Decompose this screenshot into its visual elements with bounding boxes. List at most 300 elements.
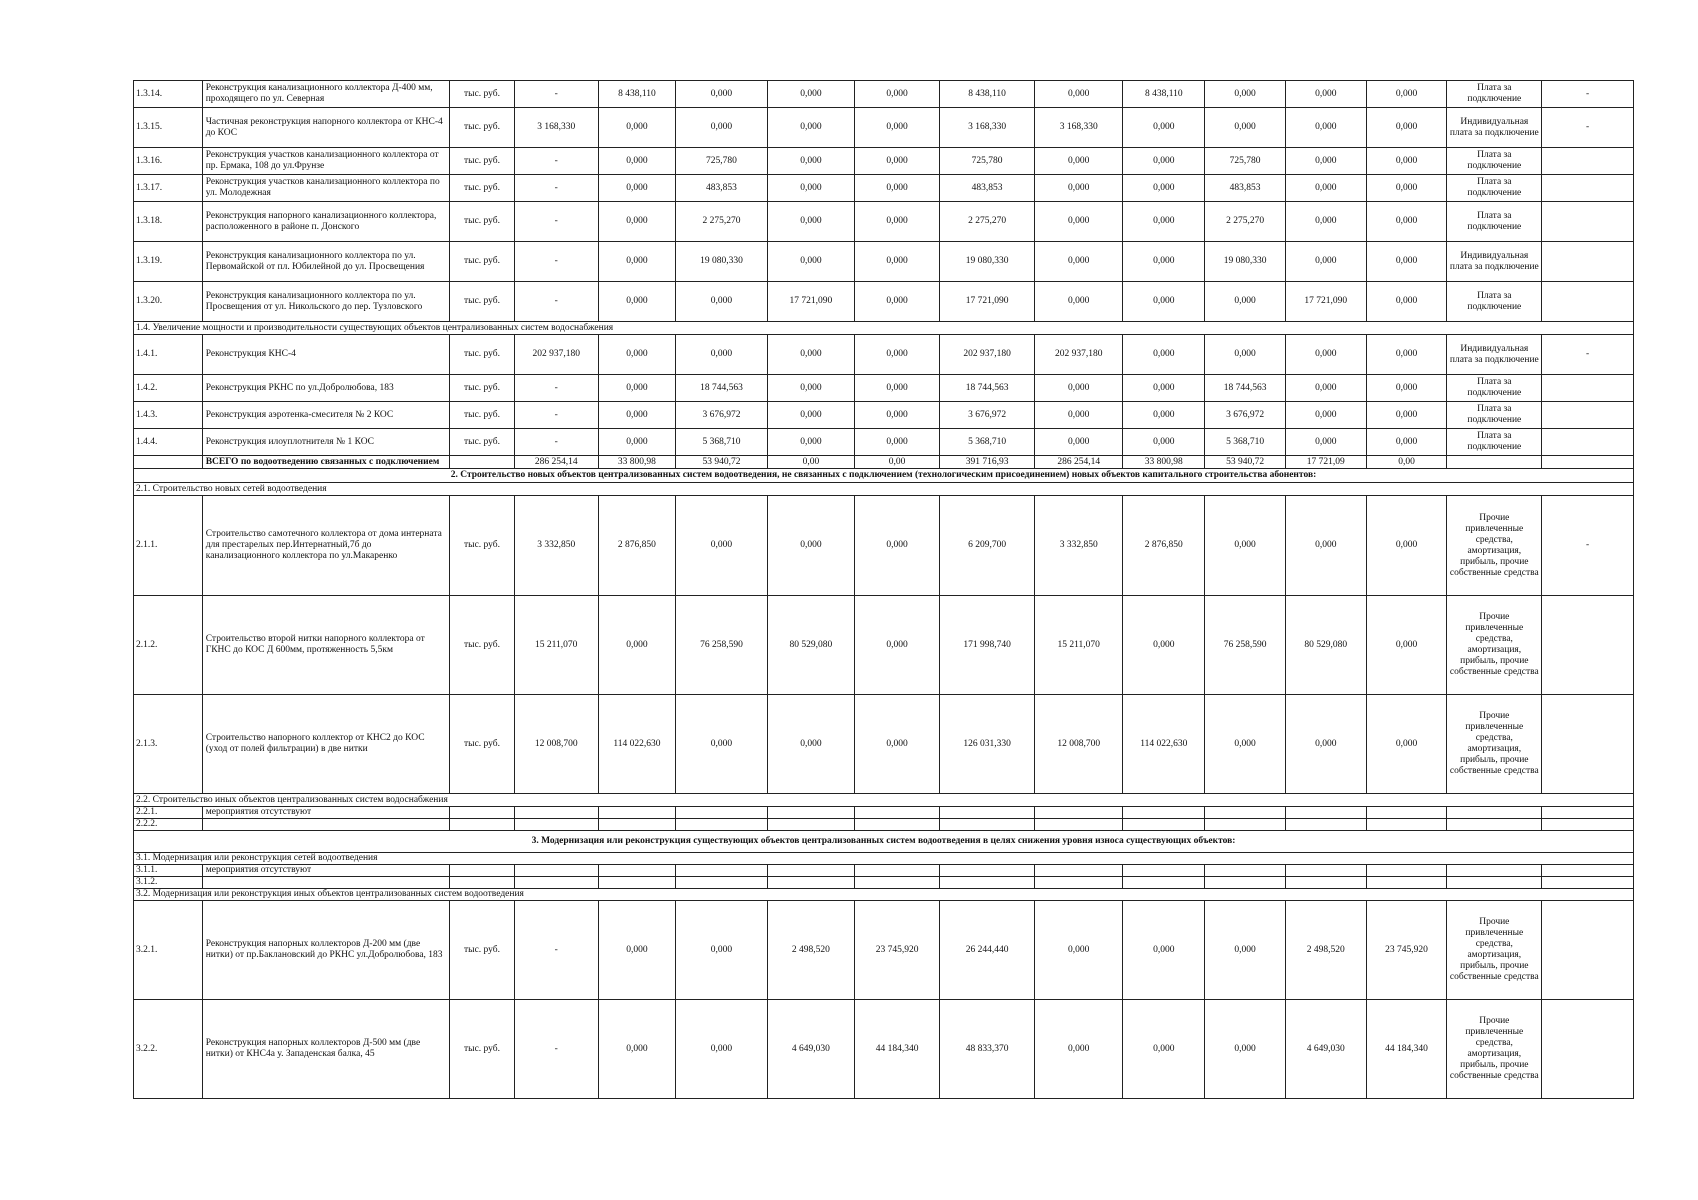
table-row <box>134 819 1634 831</box>
row-unit <box>450 456 514 469</box>
value-cell: 0,000 <box>767 402 854 429</box>
effect-cell <box>1542 901 1634 1000</box>
value-cell: 0,000 <box>1123 335 1205 375</box>
value-cell: - <box>514 901 598 1000</box>
table-row <box>134 81 1634 108</box>
funding-source: Плата за подключение <box>1447 282 1542 322</box>
effect-cell <box>1542 429 1634 456</box>
value-cell: 0,000 <box>1285 429 1366 456</box>
value-cell: 0,000 <box>1123 429 1205 456</box>
effect-cell <box>1542 865 1634 877</box>
value-cell: 0,000 <box>1205 335 1286 375</box>
subsection-title: 2.1. Строительство новых сетей водоотведения <box>134 483 1634 496</box>
row-code: 3.2.2. <box>134 1000 203 1099</box>
value-cell: 23 745,920 <box>1366 901 1447 1000</box>
value-cell: 0,000 <box>598 596 675 695</box>
funding-source: Плата за подключение <box>1447 175 1542 202</box>
value-cell: 0,000 <box>1123 148 1205 175</box>
value-cell: 0,000 <box>1366 202 1447 242</box>
value-cell <box>767 877 854 889</box>
section-title-row <box>134 469 1634 483</box>
row-name: Реконструкция участков канализационного коллектора по ул. Молодежная <box>202 175 450 202</box>
table-row <box>134 335 1634 375</box>
row-unit <box>450 819 514 831</box>
value-cell: 19 080,330 <box>676 242 768 282</box>
value-cell: 0,000 <box>1366 108 1447 148</box>
value-cell: 26 244,440 <box>940 901 1035 1000</box>
value-cell: 3 676,972 <box>940 402 1035 429</box>
value-cell: 0,000 <box>1123 596 1205 695</box>
investment-program-table <box>133 80 1634 1099</box>
value-cell: 0,000 <box>1366 335 1447 375</box>
row-name: Реконструкция аэротенка-смесителя № 2 КОС <box>202 402 450 429</box>
value-cell: 0,000 <box>855 496 940 596</box>
value-cell: 0,000 <box>767 335 854 375</box>
value-cell: 0,000 <box>676 901 768 1000</box>
value-cell: 0,000 <box>767 375 854 402</box>
value-cell: 18 744,563 <box>1205 375 1286 402</box>
value-cell: 0,000 <box>767 429 854 456</box>
value-cell: 0,000 <box>1205 1000 1286 1099</box>
effect-cell <box>1542 282 1634 322</box>
row-name: Реконструкция канализационного коллектора Д-400 мм, проходящего по ул. Северная <box>202 81 450 108</box>
value-cell: 0,000 <box>1123 282 1205 322</box>
value-cell: 2 498,520 <box>1285 901 1366 1000</box>
value-cell: 0,000 <box>598 335 675 375</box>
value-cell: 0,000 <box>1366 496 1447 596</box>
value-cell: 0,000 <box>1366 596 1447 695</box>
row-name: Строительство второй нитки напорного коллектора от ГКНС до КОС Д 600мм, протяженность 5,5км <box>202 596 450 695</box>
value-cell <box>1285 819 1366 831</box>
value-cell: 0,000 <box>855 81 940 108</box>
value-cell: 0,000 <box>598 282 675 322</box>
value-cell: 0,000 <box>1285 402 1366 429</box>
table-row <box>134 202 1634 242</box>
effect-cell <box>1542 202 1634 242</box>
funding-source: Индивидуальная плата за подключение <box>1447 242 1542 282</box>
value-cell: 0,000 <box>1123 242 1205 282</box>
row-code: 2.1.2. <box>134 596 203 695</box>
effect-cell <box>1542 242 1634 282</box>
value-cell: 17 721,090 <box>767 282 854 322</box>
row-name <box>202 819 450 831</box>
row-code: 1.3.18. <box>134 202 203 242</box>
value-cell: 483,853 <box>1205 175 1286 202</box>
value-cell: 0,000 <box>1035 1000 1123 1099</box>
value-cell: 33 800,98 <box>1123 456 1205 469</box>
value-cell: 0,000 <box>855 402 940 429</box>
value-cell: 0,000 <box>1123 175 1205 202</box>
row-code: 1.4.3. <box>134 402 203 429</box>
funding-source: Прочие привлеченные средства, амортизация, прибыль, прочие собственные средства <box>1447 901 1542 1000</box>
value-cell: 19 080,330 <box>940 242 1035 282</box>
effect-cell <box>1542 456 1634 469</box>
effect-cell <box>1542 175 1634 202</box>
value-cell: 0,000 <box>1366 148 1447 175</box>
section-title: 2. Строительство новых объектов централизованных систем водоотведения, не связанных с подключением (технологическим присоединением) новых объектов капитального строительства абонентов: <box>134 469 1634 483</box>
row-unit: тыс. руб. <box>450 429 514 456</box>
value-cell: 8 438,110 <box>1123 81 1205 108</box>
value-cell: 0,000 <box>1285 242 1366 282</box>
value-cell: 0,000 <box>598 242 675 282</box>
value-cell <box>598 877 675 889</box>
value-cell: 0,000 <box>855 148 940 175</box>
section-title: 3. Модернизация или реконструкция существующих объектов централизованных систем водоотведения в целях снижения уровня износа существующих объектов: <box>134 831 1634 853</box>
value-cell: 725,780 <box>1205 148 1286 175</box>
row-code: 1.3.14. <box>134 81 203 108</box>
row-name: Реконструкция илоуплотнителя № 1 КОС <box>202 429 450 456</box>
value-cell: 6 209,700 <box>940 496 1035 596</box>
value-cell: 15 211,070 <box>1035 596 1123 695</box>
effect-cell: - <box>1542 335 1634 375</box>
subsection-title: 3.1. Модернизация или реконструкция сетей водоотведения <box>134 853 1634 865</box>
value-cell: 4 649,030 <box>1285 1000 1366 1099</box>
value-cell: 0,000 <box>598 148 675 175</box>
value-cell <box>940 807 1035 819</box>
value-cell: 0,000 <box>1285 175 1366 202</box>
value-cell: 0,000 <box>598 202 675 242</box>
value-cell <box>676 807 768 819</box>
value-cell <box>1123 807 1205 819</box>
value-cell <box>676 877 768 889</box>
value-cell: 0,000 <box>1123 375 1205 402</box>
value-cell <box>767 865 854 877</box>
value-cell: 0,000 <box>767 202 854 242</box>
row-name: Строительство напорного коллектор от КНС2 до КОС (уход от полей фильтрации) в две нитки <box>202 695 450 794</box>
value-cell: 0,000 <box>1366 175 1447 202</box>
value-cell: 33 800,98 <box>598 456 675 469</box>
value-cell: 0,000 <box>1366 375 1447 402</box>
funding-source <box>1447 807 1542 819</box>
table-row <box>134 496 1634 596</box>
table-row <box>134 596 1634 695</box>
value-cell: 0,000 <box>1205 695 1286 794</box>
value-cell: 0,00 <box>855 456 940 469</box>
row-name: мероприятия отсутствуют <box>202 807 450 819</box>
value-cell: 76 258,590 <box>1205 596 1286 695</box>
value-cell: 0,000 <box>1366 81 1447 108</box>
value-cell: 0,000 <box>1123 402 1205 429</box>
value-cell: 0,000 <box>767 175 854 202</box>
row-code: 3.2.1. <box>134 901 203 1000</box>
value-cell <box>676 865 768 877</box>
value-cell: 171 998,740 <box>940 596 1035 695</box>
value-cell: 76 258,590 <box>676 596 768 695</box>
value-cell: 53 940,72 <box>1205 456 1286 469</box>
value-cell: 0,000 <box>1035 202 1123 242</box>
value-cell: 2 876,850 <box>1123 496 1205 596</box>
value-cell: 5 368,710 <box>676 429 768 456</box>
row-name: Реконструкция напорных коллекторов Д-500 мм (две нитки) от КНС4а у. Западенская балка, 45 <box>202 1000 450 1099</box>
value-cell: 0,000 <box>1285 202 1366 242</box>
value-cell: 15 211,070 <box>514 596 598 695</box>
subsection-title-row <box>134 889 1634 901</box>
row-name: Строительство самотечного коллектора от дома интерната для престарелых пер.Интернатный,7б до канализационного коллектора по ул.Макаренко <box>202 496 450 596</box>
row-name: Реконструкция канализационного коллектора по ул. Просвещения от ул. Никольского до пер. Тузловского <box>202 282 450 322</box>
row-name: Реконструкция КНС-4 <box>202 335 450 375</box>
value-cell: 114 022,630 <box>1123 695 1205 794</box>
value-cell: 0,000 <box>1285 108 1366 148</box>
value-cell: - <box>514 402 598 429</box>
row-name: ВСЕГО по водоотведению связанных с подключением <box>202 456 450 469</box>
value-cell: 0,000 <box>855 429 940 456</box>
value-cell: - <box>514 242 598 282</box>
value-cell: 0,000 <box>1285 81 1366 108</box>
value-cell: - <box>514 429 598 456</box>
funding-source: Плата за подключение <box>1447 148 1542 175</box>
row-unit: тыс. руб. <box>450 335 514 375</box>
value-cell: 3 168,330 <box>514 108 598 148</box>
value-cell: 18 744,563 <box>676 375 768 402</box>
effect-cell: - <box>1542 496 1634 596</box>
value-cell: 202 937,180 <box>514 335 598 375</box>
value-cell: 19 080,330 <box>1205 242 1286 282</box>
row-code <box>134 456 203 469</box>
value-cell: 0,000 <box>676 695 768 794</box>
value-cell: 44 184,340 <box>1366 1000 1447 1099</box>
table-row <box>134 375 1634 402</box>
value-cell: 286 254,14 <box>514 456 598 469</box>
value-cell: 0,00 <box>767 456 854 469</box>
value-cell: 0,000 <box>855 596 940 695</box>
row-unit: тыс. руб. <box>450 695 514 794</box>
value-cell <box>514 819 598 831</box>
funding-source: Плата за подключение <box>1447 375 1542 402</box>
value-cell <box>1123 819 1205 831</box>
subsection-title: 1.4. Увеличение мощности и производительности существующих объектов централизованных систем водоснабжения <box>134 322 1634 335</box>
value-cell <box>940 877 1035 889</box>
value-cell: 0,000 <box>1205 108 1286 148</box>
value-cell: 80 529,080 <box>1285 596 1366 695</box>
effect-cell <box>1542 1000 1634 1099</box>
value-cell <box>767 807 854 819</box>
value-cell <box>598 807 675 819</box>
value-cell <box>1035 865 1123 877</box>
value-cell: 0,000 <box>676 282 768 322</box>
row-name: Реконструкция напорного канализационного коллектора, расположенного в районе п. Донского <box>202 202 450 242</box>
funding-source: Прочие привлеченные средства, амортизация, прибыль, прочие собственные средства <box>1447 1000 1542 1099</box>
effect-cell <box>1542 695 1634 794</box>
value-cell: 17 721,09 <box>1285 456 1366 469</box>
value-cell: 5 368,710 <box>1205 429 1286 456</box>
value-cell: 2 275,270 <box>1205 202 1286 242</box>
value-cell <box>514 877 598 889</box>
value-cell: 3 676,972 <box>676 402 768 429</box>
value-cell: 0,000 <box>767 496 854 596</box>
table-row <box>134 695 1634 794</box>
value-cell <box>855 819 940 831</box>
value-cell <box>1205 865 1286 877</box>
row-code: 1.4.2. <box>134 375 203 402</box>
value-cell: 0,000 <box>598 175 675 202</box>
effect-cell: - <box>1542 81 1634 108</box>
effect-cell: - <box>1542 108 1634 148</box>
value-cell: 0,000 <box>1205 496 1286 596</box>
value-cell <box>1205 819 1286 831</box>
value-cell: 202 937,180 <box>1035 335 1123 375</box>
value-cell: 0,000 <box>1205 901 1286 1000</box>
value-cell <box>514 865 598 877</box>
value-cell: 0,000 <box>676 81 768 108</box>
table-row <box>134 282 1634 322</box>
value-cell: 0,000 <box>1366 402 1447 429</box>
value-cell: 202 937,180 <box>940 335 1035 375</box>
row-code: 2.1.1. <box>134 496 203 596</box>
row-code: 1.3.16. <box>134 148 203 175</box>
value-cell: 3 168,330 <box>1035 108 1123 148</box>
table-row <box>134 901 1634 1000</box>
row-unit: тыс. руб. <box>450 242 514 282</box>
effect-cell <box>1542 877 1634 889</box>
row-code: 1.3.15. <box>134 108 203 148</box>
value-cell: 0,000 <box>1205 81 1286 108</box>
value-cell: 391 716,93 <box>940 456 1035 469</box>
table-row <box>134 175 1634 202</box>
row-unit: тыс. руб. <box>450 901 514 1000</box>
value-cell <box>1366 865 1447 877</box>
value-cell: 0,000 <box>1366 695 1447 794</box>
value-cell: 17 721,090 <box>1285 282 1366 322</box>
value-cell: 3 332,850 <box>1035 496 1123 596</box>
row-name: Реконструкция напорных коллекторов Д-200 мм (две нитки) от пр.Баклановский до РКНС ул.Добролюбова, 183 <box>202 901 450 1000</box>
subsection-title: 2.2. Строительство иных объектов централизованных систем водоснабжения <box>134 794 1634 807</box>
value-cell: 0,000 <box>1123 202 1205 242</box>
value-cell: 0,000 <box>598 375 675 402</box>
value-cell: 2 498,520 <box>767 901 854 1000</box>
value-cell <box>1035 807 1123 819</box>
row-code: 1.4.4. <box>134 429 203 456</box>
value-cell: 0,000 <box>1366 429 1447 456</box>
value-cell: 0,000 <box>598 1000 675 1099</box>
total-row <box>134 456 1634 469</box>
value-cell: 3 332,850 <box>514 496 598 596</box>
value-cell: 0,000 <box>855 175 940 202</box>
value-cell: 0,000 <box>855 242 940 282</box>
value-cell: 0,000 <box>676 108 768 148</box>
value-cell <box>1285 807 1366 819</box>
value-cell: 0,000 <box>1035 81 1123 108</box>
value-cell: 0,000 <box>1285 496 1366 596</box>
value-cell: 0,000 <box>1366 242 1447 282</box>
value-cell: 4 649,030 <box>767 1000 854 1099</box>
value-cell: 8 438,110 <box>940 81 1035 108</box>
value-cell <box>1205 877 1286 889</box>
value-cell: 0,000 <box>855 108 940 148</box>
value-cell: 0,000 <box>1035 242 1123 282</box>
value-cell: 0,000 <box>1035 175 1123 202</box>
row-name: Частичная реконструкция напорного коллектора от КНС-4 до КОС <box>202 108 450 148</box>
value-cell <box>855 807 940 819</box>
funding-source: Индивидуальная плата за подключение <box>1447 335 1542 375</box>
value-cell: 0,000 <box>598 402 675 429</box>
value-cell: 0,000 <box>598 429 675 456</box>
row-code: 1.4.1. <box>134 335 203 375</box>
funding-source: Индивидуальная плата за подключение <box>1447 108 1542 148</box>
value-cell: 80 529,080 <box>767 596 854 695</box>
value-cell: 0,000 <box>1123 108 1205 148</box>
funding-source: Плата за подключение <box>1447 81 1542 108</box>
row-name: мероприятия отсутствуют <box>202 865 450 877</box>
value-cell <box>1035 819 1123 831</box>
value-cell: 0,000 <box>855 282 940 322</box>
value-cell: 23 745,920 <box>855 901 940 1000</box>
value-cell: 0,000 <box>855 202 940 242</box>
table-row <box>134 108 1634 148</box>
value-cell: 0,000 <box>1285 335 1366 375</box>
value-cell: 3 676,972 <box>1205 402 1286 429</box>
subsection-title: 3.2. Модернизация или реконструкция иных объектов централизованных систем водоотведения <box>134 889 1634 901</box>
value-cell: 0,000 <box>855 335 940 375</box>
subsection-title-row <box>134 853 1634 865</box>
value-cell: 483,853 <box>940 175 1035 202</box>
row-code: 1.3.20. <box>134 282 203 322</box>
value-cell: 0,000 <box>767 695 854 794</box>
value-cell: - <box>514 1000 598 1099</box>
value-cell: 2 275,270 <box>676 202 768 242</box>
value-cell <box>1205 807 1286 819</box>
value-cell: 0,000 <box>1285 695 1366 794</box>
effect-cell <box>1542 402 1634 429</box>
row-code: 2.2.2. <box>134 819 203 831</box>
table-row <box>134 402 1634 429</box>
value-cell: 0,000 <box>1035 375 1123 402</box>
effect-cell <box>1542 819 1634 831</box>
value-cell: 114 022,630 <box>598 695 675 794</box>
value-cell <box>598 865 675 877</box>
value-cell <box>1123 865 1205 877</box>
row-code: 1.3.17. <box>134 175 203 202</box>
row-unit: тыс. руб. <box>450 175 514 202</box>
subsection-title-row <box>134 322 1634 335</box>
effect-cell <box>1542 596 1634 695</box>
value-cell: 0,000 <box>676 335 768 375</box>
row-unit: тыс. руб. <box>450 108 514 148</box>
row-unit: тыс. руб. <box>450 1000 514 1099</box>
value-cell <box>1366 819 1447 831</box>
value-cell: 0,000 <box>676 496 768 596</box>
value-cell: 3 168,330 <box>940 108 1035 148</box>
row-code: 2.2.1. <box>134 807 203 819</box>
value-cell: 53 940,72 <box>676 456 768 469</box>
value-cell <box>1123 877 1205 889</box>
funding-source: Прочие привлеченные средства, амортизация, прибыль, прочие собственные средства <box>1447 496 1542 596</box>
value-cell: - <box>514 202 598 242</box>
value-cell: 0,000 <box>855 695 940 794</box>
value-cell: 0,000 <box>1035 901 1123 1000</box>
table-row <box>134 865 1634 877</box>
value-cell: 286 254,14 <box>1035 456 1123 469</box>
table-row <box>134 877 1634 889</box>
row-unit: тыс. руб. <box>450 202 514 242</box>
value-cell: 725,780 <box>940 148 1035 175</box>
row-unit: тыс. руб. <box>450 496 514 596</box>
value-cell: 44 184,340 <box>855 1000 940 1099</box>
value-cell <box>855 877 940 889</box>
effect-cell <box>1542 807 1634 819</box>
funding-source: Плата за подключение <box>1447 202 1542 242</box>
value-cell <box>676 819 768 831</box>
value-cell <box>767 819 854 831</box>
value-cell: - <box>514 175 598 202</box>
row-unit: тыс. руб. <box>450 148 514 175</box>
table-row <box>134 242 1634 282</box>
value-cell: - <box>514 81 598 108</box>
value-cell: 126 031,330 <box>940 695 1035 794</box>
row-code: 2.1.3. <box>134 695 203 794</box>
value-cell: 0,000 <box>855 375 940 402</box>
value-cell: 17 721,090 <box>940 282 1035 322</box>
value-cell: 5 368,710 <box>940 429 1035 456</box>
